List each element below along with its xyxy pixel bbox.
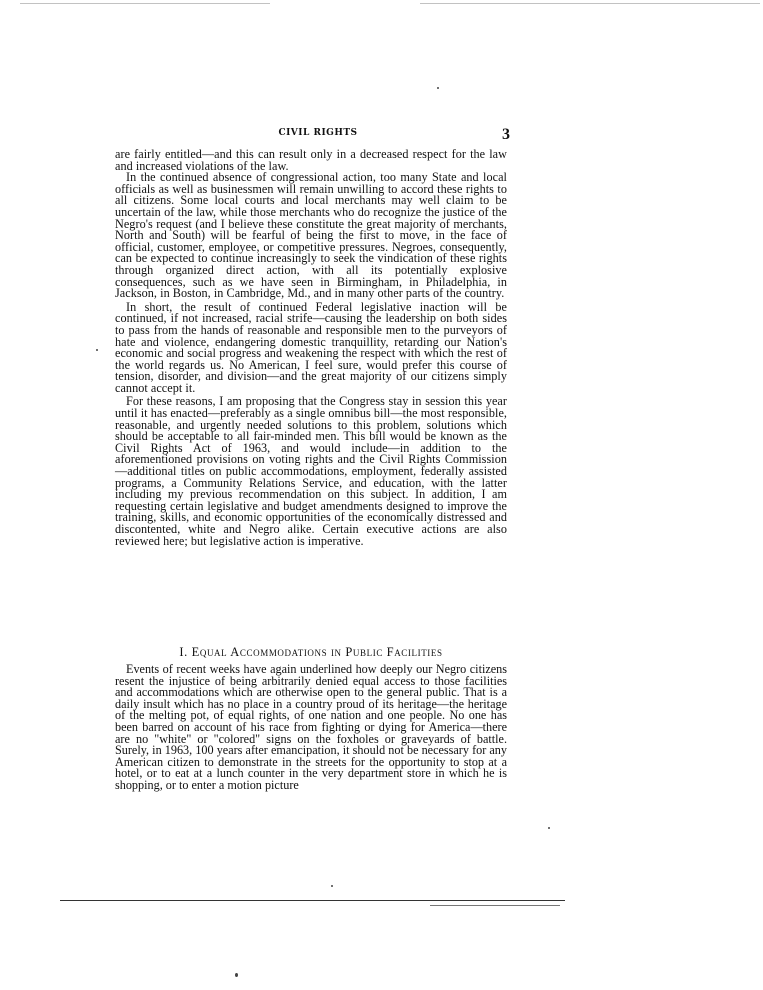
paragraph: In short, the result of continued Federal legislative inaction will be continued, if not increased, racial strife—causing the leadership on both sides to pass from the hands of reasonable and responsible men to the purveyors of hate and violence, endangering domestic tranquillity, retarding our Nation's economic and social progress and weakening the respect with which the rest of the world regards us. No American, I feel sure, would prefer this course of tension, disorder, and division—and the great majority of our citizens simply cannot accept it. — [115, 299, 507, 395]
paragraph: In the continued absence of congressional action, too many State and local officials as well as businessmen will remain unwilling to accord these rights to all citizens. Some local courts and local merchants may well claim to be uncertain of the law, while those merchants who do recognize the justice of the Negro's request (and I believe these constitute the great majority of merchants, North and South) will be fearful of being the first to move, in the face of official, customer, employee, or competitive pressures. Negroes, consequently, can be expected to continue increasingly to seek the vindication of these rights through organized direct action, with all its potentially explosive consequences, such as we have seen in Birmingham, in Philadelphia, in Jackson, in Boston, in Cambridge, Md., and in many other parts of the country. — [115, 170, 507, 301]
running-header — [128, 126, 508, 144]
section-heading: I. Equal Accommodations in Public Facilities — [179, 645, 443, 659]
scan-speck — [437, 87, 439, 89]
scan-artifact-line — [420, 3, 760, 4]
running-title: CIVIL RIGHTS — [278, 128, 358, 138]
scan-artifact-line — [60, 900, 565, 901]
scan-artifact-line — [20, 3, 270, 4]
scan-speck — [548, 827, 550, 829]
page-number: 3 — [502, 126, 510, 143]
scan-artifact-line — [430, 905, 560, 906]
paragraph: For these reasons, I am proposing that the Congress stay in session this year until it has enacted—preferably as a single omnibus bill—the most responsible, reasonable, and urgently needed solutions to this problem, solutions which should be acceptable to all fair-minded men. This bill would be known as the Civil Rights Act of 1963, and would include—in addition to the aforementioned provisions on voting rights and the Civil Rights Commission—additional titles on public accommodations, employment, federally assisted programs, a Community Relations Service, and education, with the latter including my previous recommendation on this subject. In addition, I am requesting certain legislative and budget amendments designed to improve the training, skills, and economic opportunities of the economically distressed and discontented, white and Negro alike. Certain executive actions are also reviewed here; but legislative action is imperative. — [115, 394, 507, 548]
scan-speck — [331, 885, 333, 887]
scan-speck — [235, 973, 238, 977]
paragraph: Events of recent weeks have again underlined how deeply our Negro citizens resent the injustice of being arbitrarily denied equal access to those facilities and accommodations which are otherwise open to the general public. That is a daily insult which has no place in a country proud of its heritage—the heritage of the melting pot, of equal rights, of one nation and one people. No one has been barred on account of his race from fighting or dying for America—there are no "white" or "colored" signs on the foxholes or graveyards of battle. Surely, in 1963, 100 years after emancipation, it should not be necessary for any American citizen to demonstrate in the streets for the opportunity to stop at a hotel, or to eat at a lunch counter in the very department store in which he is shopping, or to enter a motion picture — [115, 662, 507, 792]
body-text — [115, 149, 507, 547]
section-body — [115, 664, 507, 792]
paragraph: are fairly entitled—and this can result only in a decreased respect for the law and increased violations of the law. — [115, 147, 507, 173]
scan-speck — [96, 349, 98, 351]
